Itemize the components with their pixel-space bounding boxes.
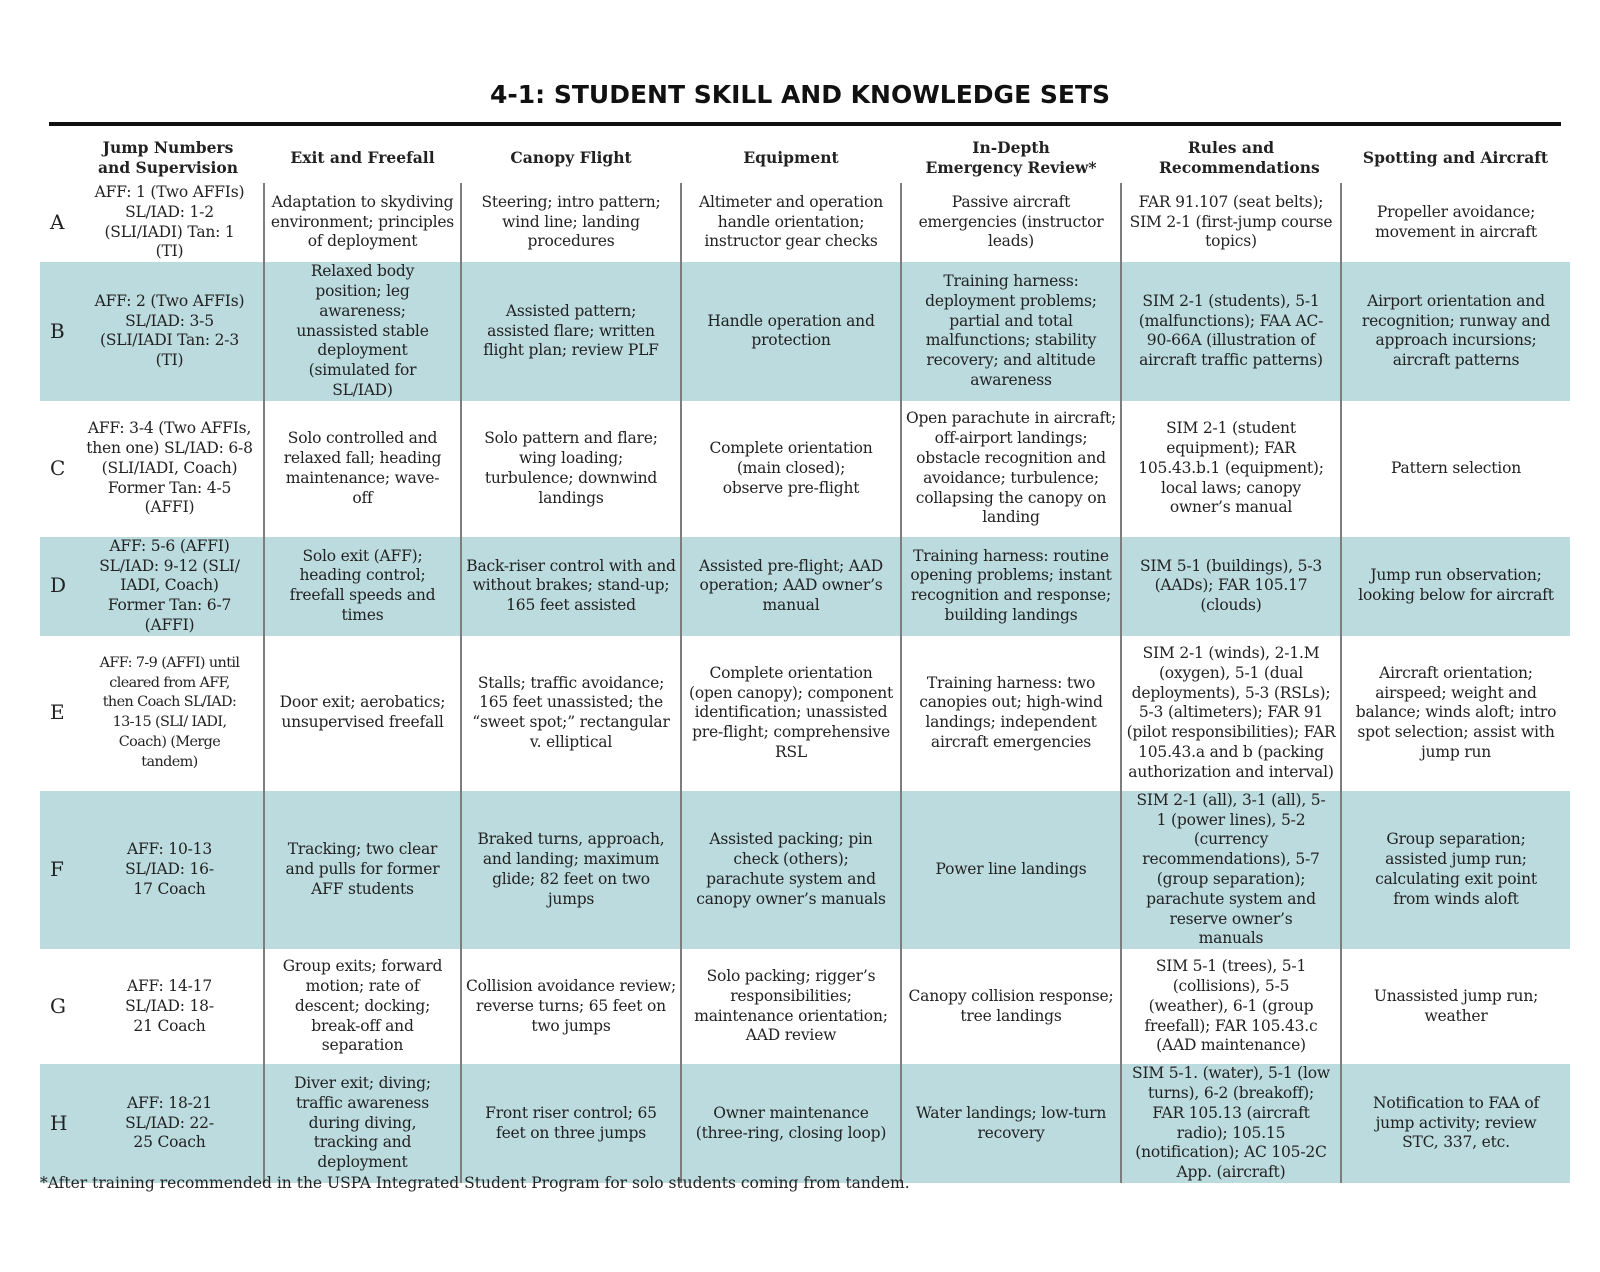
spotting-cell: Notification to FAA of jump activity; review STC, 337, etc. (1341, 1064, 1570, 1183)
exit-cell: Solo exit (AFF); heading control; freefall speeds and times (264, 537, 461, 636)
spotting-cell: Aircraft orientation; airspeed; weight and balance; winds aloft; intro spot selection; assist with jump run (1341, 636, 1570, 791)
canopy-cell: Braked turns, approach, and landing; maximum glide; 82 feet on two jumps (461, 791, 681, 949)
spotting-cell: Jump run observation; looking below for aircraft (1341, 537, 1570, 636)
table-row (40, 183, 1570, 262)
spotting-cell: Airport orientation and recognition; runway and approach incursions; aircraft patterns (1341, 262, 1570, 401)
exit-cell: Solo controlled and relaxed fall; heading maintenance; wave-off (264, 401, 461, 537)
rules-cell: SIM 2-1 (student equipment); FAR 105.43.b.1 (equipment); local laws; canopy owner’s manual (1121, 401, 1341, 537)
header-equipment: Equipment (743, 148, 839, 167)
header-blank (40, 133, 76, 183)
table-row (40, 636, 1570, 791)
jump-cell: AFF: 18-21 SL/IAD: 22-25 Coach (76, 1064, 264, 1183)
jump-cell: AFF: 3-4 (Two AFFIs, then one) SL/IAD: 6-8 (SLI/IADI, Coach) Former Tan: 4-5 (AFFI) (86, 419, 253, 517)
exit-cell: Diver exit; diving; traffic awareness during diving, tracking and deployment (264, 1064, 461, 1183)
table-row (40, 791, 1570, 949)
equipment-cell: Handle operation and protection (681, 262, 901, 401)
canopy-cell: Front riser control; 65 feet on three jumps (461, 1064, 681, 1183)
jump-cell: AFF: 10-13 SL/IAD: 16-17 Coach (76, 791, 264, 949)
jump-cell: AFF: 7-9 (AFFI) until cleared from AFF, then Coach SL/IAD: 13-15 (SLI/ IADI, Coach) (Merge tandem) (99, 654, 240, 770)
emergency-cell: Training harness: deployment problems; partial and total malfunctions; stability recovery; and altitude awareness (901, 262, 1121, 401)
header-jump-numbers: Jump Numbers and Supervision (98, 138, 238, 177)
spotting-cell: Propeller avoidance; movement in aircraft (1341, 183, 1570, 262)
row-letter: E (50, 700, 65, 725)
exit-cell: Relaxed body position; leg awareness; unassisted stable deployment (simulated for SL/IAD) (264, 262, 461, 401)
jump-cell: AFF: 2 (Two AFFIs) SL/IAD: 3-5 (SLI/IADI Tan: 2-3 (TI) (76, 262, 264, 401)
row-letter: H (40, 1064, 76, 1183)
emergency-cell: Training harness: two canopies out; high-wind landings; independent aircraft emergencies (901, 636, 1121, 791)
equipment-cell: Complete orientation (main closed); observe pre-flight (681, 401, 901, 537)
title-rule (49, 122, 1561, 126)
row-letter: C (50, 455, 66, 480)
equipment-cell: Altimeter and operation handle orientation; instructor gear checks (681, 183, 901, 262)
jump-cell: AFF: 14-17 SL/IAD: 18-21 Coach (125, 976, 214, 1035)
emergency-cell: Canopy collision response; tree landings (901, 949, 1121, 1064)
spotting-cell: Group separation; assisted jump run; calculating exit point from winds aloft (1341, 791, 1570, 949)
rules-cell: SIM 5-1 (buildings), 5-3 (AADs); FAR 105.17 (clouds) (1121, 537, 1341, 636)
equipment-cell: Assisted pre-flight; AAD operation; AAD owner’s manual (681, 537, 901, 636)
canopy-cell: Assisted pattern; assisted flare; written flight plan; review PLF (461, 262, 681, 401)
rules-cell: FAR 91.107 (seat belts); SIM 2-1 (first-jump course topics) (1121, 183, 1341, 262)
emergency-cell: Training harness: routine opening problems; instant recognition and response; building landings (901, 537, 1121, 636)
header-rules: Rules and Recommendations (1159, 138, 1320, 177)
exit-cell: Adaptation to skydiving environment; principles of deployment (264, 183, 461, 262)
spotting-cell: Unassisted jump run; weather (1341, 949, 1570, 1064)
footnote: *After training recommended in the USPA Integrated Student Program for solo students coming from tandem. (40, 1174, 910, 1192)
rules-cell: SIM 2-1 (winds), 2-1.M (oxygen), 5-1 (dual deployments), 5-3 (RSLs); 5-3 (altimeters); FAR 91 (pilot responsibilities); FAR 105.43.a and b (packing authorization and interval) (1121, 636, 1341, 791)
table-row (40, 262, 1570, 401)
rules-cell: SIM 5-1 (trees), 5-1 (collisions), 5-5 (weather), 6-1 (group freefall); FAR 105.43.c (AAD maintenance) (1121, 949, 1341, 1064)
table-row (40, 949, 1570, 1064)
rules-cell: SIM 2-1 (students), 5-1 (malfunctions); FAA AC-90-66A (illustration of aircraft traffic patterns) (1121, 262, 1341, 401)
canopy-cell: Collision avoidance review; reverse turns; 65 feet on two jumps (461, 949, 681, 1064)
table-row (40, 401, 1570, 537)
exit-cell: Tracking; two clear and pulls for former AFF students (264, 791, 461, 949)
header-canopy-flight: Canopy Flight (510, 148, 632, 167)
equipment-cell: Owner maintenance (three-ring, closing loop) (681, 1064, 901, 1183)
rules-cell: SIM 2-1 (all), 3-1 (all), 5-1 (power lines), 5-2 (currency recommendations), 5-7 (group separation); parachute system and reserve owner’s manuals (1121, 791, 1341, 949)
emergency-cell: Open parachute in aircraft; off-airport landings; obstacle recognition and avoidance; turbulence; collapsing the canopy on landing (901, 401, 1121, 537)
row-letter: F (40, 791, 76, 949)
equipment-cell: Complete orientation (open canopy); component identification; unassisted pre-flight; comprehensive RSL (681, 636, 901, 791)
emergency-cell: Power line landings (901, 791, 1121, 949)
emergency-cell: Water landings; low-turn recovery (901, 1064, 1121, 1183)
canopy-cell: Back-riser control with and without brakes; stand-up; 165 feet assisted (461, 537, 681, 636)
page-title: 4-1: STUDENT SKILL AND KNOWLEDGE SETS (489, 80, 1111, 109)
header-emergency-review: In-Depth Emergency Review* (925, 138, 1097, 177)
table-row (40, 1064, 1570, 1183)
exit-cell: Door exit; aerobatics; unsupervised freefall (264, 636, 461, 791)
table-row (40, 537, 1570, 636)
jump-cell: AFF: 5-6 (AFFI) SL/IAD: 9-12 (SLI/ IADI, Coach) Former Tan: 6-7 (AFFI) (76, 537, 264, 636)
canopy-cell: Stalls; traffic avoidance; 165 feet unassisted; the “sweet spot;” rectangular v. elliptical (461, 636, 681, 791)
equipment-cell: Solo packing; rigger’s responsibilities; maintenance orientation; AAD review (681, 949, 901, 1064)
row-letter: B (40, 262, 76, 401)
row-letter: A (50, 209, 65, 234)
canopy-cell: Solo pattern and flare; wing loading; turbulence; downwind landings (461, 401, 681, 537)
header-spotting: Spotting and Aircraft (1362, 148, 1549, 167)
spotting-cell: Pattern selection (1341, 401, 1570, 537)
row-letter: D (40, 537, 76, 636)
skills-table (40, 133, 1570, 1183)
rules-cell: SIM 5-1. (water), 5-1 (low turns), 6-2 (breakoff); FAR 105.13 (aircraft radio); 105.15 (notification); AC 105-2C App. (aircraft) (1121, 1064, 1341, 1183)
jump-cell: AFF: 1 (Two AFFIs) SL/IAD: 1-2 (SLI/IADI) Tan: 1 (TI) (94, 183, 245, 261)
emergency-cell: Passive aircraft emergencies (instructor leads) (901, 183, 1121, 262)
table-header-row (40, 133, 1570, 183)
row-letter: G (50, 993, 66, 1018)
equipment-cell: Assisted packing; pin check (others); parachute system and canopy owner’s manuals (681, 791, 901, 949)
header-exit-freefall: Exit and Freefall (290, 148, 435, 167)
exit-cell: Group exits; forward motion; rate of descent; docking; break-off and separation (264, 949, 461, 1064)
canopy-cell: Steering; intro pattern; wind line; landing procedures (461, 183, 681, 262)
